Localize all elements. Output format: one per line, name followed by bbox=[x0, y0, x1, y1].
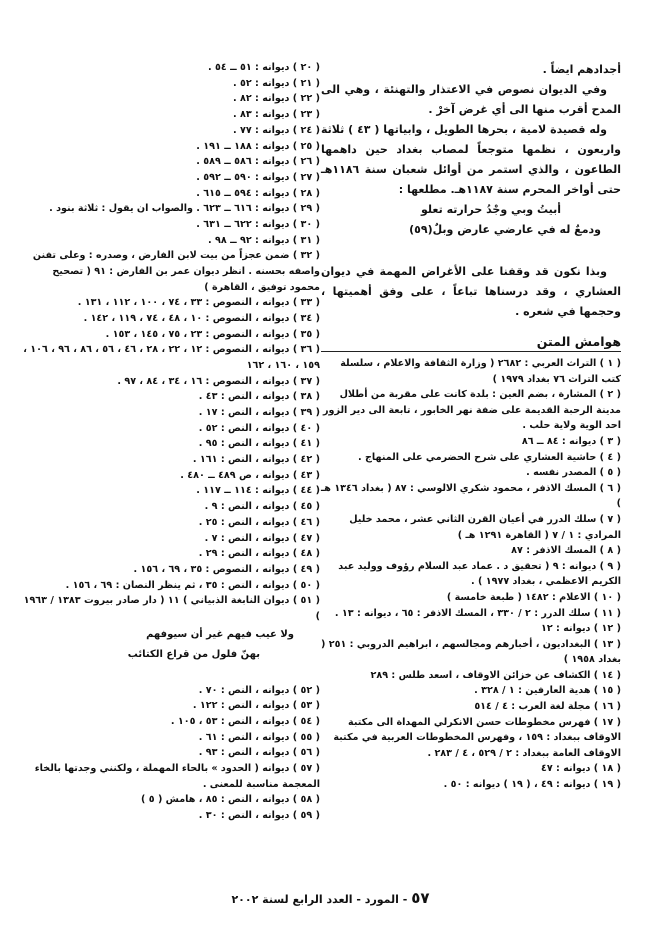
footnotes-right bbox=[321, 356, 621, 793]
footnote: ( ١٥ ) هدية العارفين : ١ / ٣٢٨ . bbox=[474, 685, 621, 697]
footnote: ( ٥٨ ) ديوانه ، النص : ٨٥ ، هامش ( ٥ ) bbox=[141, 794, 320, 806]
footnote: ( ١ ) التراث العربي : ٢٦٨٢ ( وزارة الثقافة والاعلام ، سلسلة كتب التراث ٧٦ بغداد ١٩٧٩ ) bbox=[340, 358, 621, 385]
footnote: ( ٣١ ) ديوانه : ٩٢ ــ ٩٨ . bbox=[208, 234, 320, 246]
footnote: ( ٥٠ ) ديوانه ، النص : ٣٥ ، ثم ينظر النصان : ٦٩ ، ١٥٦ . bbox=[65, 579, 320, 591]
footnote: ( ٨ ) المسك الاذفر : ٨٧ bbox=[511, 545, 621, 557]
footnotes-left-column bbox=[22, 60, 320, 824]
footnote: ( ٣ ) ديوانه : ٨٤ ــ ٨٦ bbox=[521, 435, 621, 447]
footnote: ( ٣٧ ) ديوانه ، النصوص : ١٦ ، ٣٤ ، ٨٤ ، ٩٧ . bbox=[117, 375, 320, 387]
footnote: ( ٣٥ ) ديوانه ، النصوص : ٢٣ ، ٧٥ ، ١٤٥ ، ١٥٣ . bbox=[105, 328, 320, 340]
footnote: ( ٤٠ ) ديوانه ، النص : ٥٢ . bbox=[198, 422, 320, 434]
footnote: ( ٥٩ ) ديوانه ، النص : ٣٠ . bbox=[198, 809, 320, 821]
footnote: ( ١١ ) سلك الدرر : ٢ / ٣٣٠ ، المسك الاذفر : ٦٥ ، ديوانه : ١٣ . bbox=[334, 607, 621, 619]
footnote: ( ٢٤ ) ديوانه : ٧٧ . bbox=[232, 124, 320, 136]
footnote: ( ١٢ ) ديوانه : ١٢ bbox=[540, 623, 621, 635]
footnote: ( ٥١ ) ديوان النابغة الذبياني ) ١١ ( دار صادر بيروت ١٣٨٣ / ١٩٦٣ ) bbox=[23, 595, 320, 622]
footnote: ( ٤٢ ) ديوانه ، النص : ١٦١ . bbox=[192, 454, 320, 466]
footnote: ( ٣٨ ) ديوانه ، النص : ٤٣ . bbox=[198, 391, 320, 403]
body-paragraph: أجدادهم ايضاً . bbox=[542, 63, 621, 76]
footnote: ( ٤٦ ) ديوانه ، النص : ٢٥ . bbox=[198, 516, 320, 528]
footnote: ( ٣٠ ) ديوانه : ٦٢٢ ــ ٦٣١ . bbox=[196, 219, 320, 231]
body-paragraph: وبذا نكون قد وقفنا على الأغراض المهمة في ديوان العشاري ، وقد درسناها تباعاً ، على وفق أهميتها ، وحجمها في شعره . bbox=[321, 265, 621, 318]
footnote: ( ٥٧ ) ديوانه ( الحدود » بالحاء المهملة ، ولكنني وجدتها بالخاء المعجمة مناسبة للمعنى . bbox=[34, 763, 320, 790]
footnote: ( ٤٧ ) ديوانه ، النص : ٧ . bbox=[204, 532, 320, 544]
page-number: ٥٧ bbox=[411, 889, 430, 907]
footnote: ( ٢٢ ) ديوانه : ٨٢ . bbox=[232, 93, 320, 105]
footnote: ( ٥٤ ) ديوانه ، النص : ٥٣ ، ١٠٥ . bbox=[170, 715, 320, 727]
footnote: ( ٢٨ ) ديوانه : ٥٩٤ ــ ٦١٥ . bbox=[196, 187, 320, 199]
footnote: ( ٩ ) ديوانه : ٩ ( تحقيق د . عماد عبد السلام رؤوف ووليد عبد الكريم الاعظمي ، بغداد ١٩٧٧ ) . bbox=[338, 560, 621, 588]
body-paragraph: وفي الديوان نصوص في الاعتذار والتهنئة ، وهي الى المدح أقرب منها الى أي غرض آخرْ . bbox=[321, 83, 621, 116]
footnote: ( ٤٤ ) ديوانه : ١١٤ ــ ١١٧ . bbox=[196, 485, 320, 497]
footnote: ( ٢ ) المشارة ، بضم العين : بلدة كانت على مقربة من أطلال مدينة الرحبة القديمة على ضفة نهر الخابور ، تابعة الى دير الزور احد الوية ولاية حلب . bbox=[323, 389, 621, 432]
footnote: ( ٣٤ ) ديوانه ، النصوص : ١٠ ، ٤٨ ، ٧٤ ، ١١٩ ، ١٤٢ . bbox=[83, 312, 320, 324]
footnote: ( ٧ ) سلك الدرر في أعيان القرن الثاني عشر ، محمد خليل المرادي : ١ / ٧ ( القاهرة ١٢٩١ هـ ) bbox=[349, 513, 621, 541]
footnote: ( ٥٢ ) ديوانه ، النص : ٧٠ . bbox=[198, 684, 320, 696]
footnote: ( ٦ ) المسك الاذفر ، محمود شكري الالوسي : ٨٧ ( بغداد ١٣٤٦ هـ ) bbox=[321, 482, 621, 510]
footnote: ( ١٣ ) البغداديون ، أخبارهم ومجالسهم ، ابراهيم الدروبي : ٢٥١ ( بغداد ١٩٥٨ ) bbox=[321, 638, 621, 666]
verse-line: أبيتُ وبي وجْدُ حرارته تعلو bbox=[421, 203, 561, 216]
page-footer bbox=[0, 889, 661, 907]
footnote: ( ١٦ ) مجلة لغة العرب : ٤ / ٥١٤ bbox=[474, 701, 621, 713]
divider bbox=[321, 351, 621, 352]
footnote: ( ٥٥ ) ديوانه ، النص : ٦١ . bbox=[198, 731, 320, 743]
footnote: ( ٤٥ ) ديوانه ، النص : ٩ . bbox=[204, 501, 320, 513]
footnote: ( ٢٦ ) ديوانه : ٥٨٦ ــ ٥٨٩ . bbox=[196, 156, 320, 168]
verse-line: ولا عيب فيهم غير أن سيوفهم bbox=[146, 628, 294, 640]
footnote: ( ٥٣ ) ديوانه ، النص : ١٢٢ . bbox=[192, 700, 320, 712]
footnote: ( ١٠ ) الاعلام : ١٤٨٢ ( طبعة خامسة ) bbox=[446, 591, 621, 603]
verse-line: بهنّ فلول من قراع الكتائب bbox=[127, 648, 260, 660]
footnote: ( ٤٩ ) ديوانه ، النصوص : ٣٥ ، ٦٩ ، ١٥٦ . bbox=[133, 563, 320, 575]
footnote: ( ٢٩ ) ديوانه : ٦١٦ ــ ٦٢٣ . والصواب ان يقول : ثلاثة بنود . bbox=[49, 203, 320, 215]
footnote: ( ٥٦ ) ديوانه ، النص : ٩٣ . bbox=[198, 747, 320, 759]
footnote: ( ١٤ ) الكشاف عن خزائن الاوقاف ، اسعد طلس : ٢٨٩ bbox=[370, 669, 621, 681]
footnote: ( ٤٣ ) ديوانه ، ص ٤٨٩ ــ ٤٨٠ . bbox=[180, 469, 320, 481]
footnote: ( ٤١ ) ديوانه ، النص : ٩٥ . bbox=[198, 438, 320, 450]
footer-text: المورد - العدد الرابع لسنة ٢٠٠٢ bbox=[231, 893, 399, 906]
footnote: ( ٢٥ ) ديوانه : ١٨٨ ــ ١٩١ . bbox=[196, 140, 320, 152]
verse-line: ودمعٌ له في عارضي عارض وبلٌ(٥٩) bbox=[409, 223, 601, 236]
footnote: ( ٣٢ ) ضمن عجزاً من بيت لابن الفارض ، وصدره : وعلى تفنن واصفه بحسنه . انظر ديوان عمر بن الفارض : ٩١ ( تصحيح محمود توفيق ، القاهرة ) bbox=[32, 250, 320, 293]
footnote: ( ٣٣ ) ديوانه ، النصوص : ٣٣ ، ٧٤ ، ١٠٠ ، ١١٢ ، ١٣١ . bbox=[77, 297, 320, 309]
body-paragraph: وله قصيدة لامية ، بحرها الطويل ، وابياتها ( ٤٣ ) ثلاثة واربعون ، نظمها متوجعاً لمصاب بغداد حين داهمها الطاعون ، والذي استمر من أوائل شعبان سنة ١١٨٦هـ حتى أواخر المحرم سنة ١١٨٧هـ. مطلعها : bbox=[321, 123, 621, 196]
notes-heading: هوامش المتن bbox=[536, 334, 621, 349]
footnote: ( ٤ ) حاشية العشاري على شرح الحضرمي على المنهاج . bbox=[358, 451, 621, 463]
footnote: ( ٥ ) المصدر نفسه . bbox=[526, 467, 621, 479]
main-text-column bbox=[321, 60, 621, 793]
footer-dash: - bbox=[402, 893, 408, 906]
footnote: ( ٢٠ ) ديوانه : ٥١ ــ ٥٤ . bbox=[208, 62, 320, 73]
footnote: ( ٤٨ ) ديوانه ، النص : ٢٩ . bbox=[198, 548, 320, 560]
footnote: ( ٢١ ) ديوانه : ٥٢ . bbox=[232, 77, 320, 89]
footnote: ( ١٨ ) ديوانه : ٤٧ bbox=[540, 763, 621, 775]
footnote: ( ١٩ ) ديوانه : ٤٩ ، ( ١٩ ) ديوانه : ٥٠ . bbox=[443, 779, 621, 791]
footnote: ( ٣٦ ) ديوانه ، النصوص : ١٢ ، ٢٢ ، ٢٨ ، ٤٦ ، ٥٦ ، ٨٦ ، ٩٦ ، ١٠٦ ، ١٥٩ ، ١٦٠ ، ١٦٢ bbox=[23, 344, 320, 371]
footnote: ( ٢٧ ) ديوانه : ٥٩٠ ــ ٥٩٢ . bbox=[196, 171, 320, 183]
footnote: ( ٢٣ ) ديوانه : ٨٣ . bbox=[232, 109, 320, 121]
footnote: ( ١٧ ) فهرس مخطوطات حسن الانكرلي المهداة الى مكتبة الاوقاف ببغداد : ١٥٩ ، وفهرس المخطوطات العربية في مكتبة الاوقاف العامة ببغداد : ٢ / ٥٢٩ ، ٤ / ٢٨٣ . bbox=[333, 716, 621, 759]
footnote: ( ٣٩ ) ديوانه ، النص : ١٧ . bbox=[198, 406, 320, 418]
